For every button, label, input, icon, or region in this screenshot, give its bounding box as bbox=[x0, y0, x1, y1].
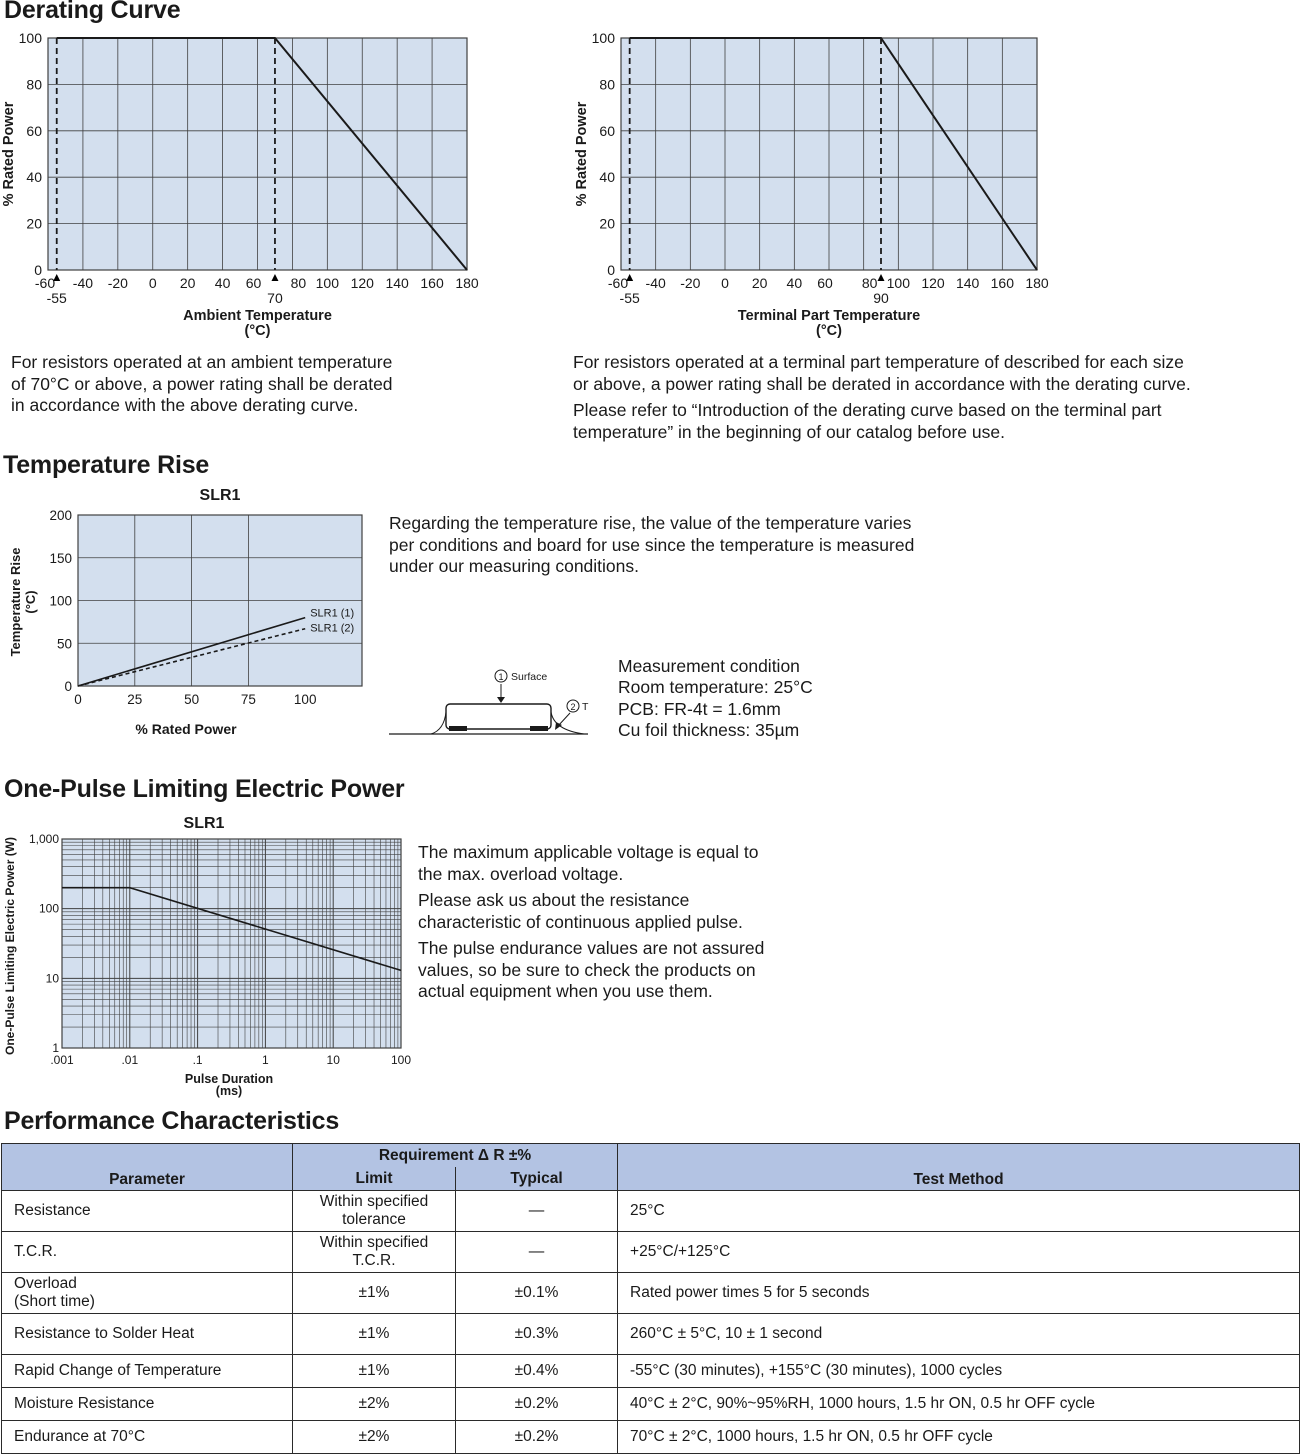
header-typical: Typical bbox=[456, 1167, 618, 1191]
marker-1-label: 1 bbox=[498, 672, 504, 682]
series-label-1: SLR1 (1) bbox=[310, 607, 355, 620]
plot-area bbox=[62, 839, 401, 1048]
y-tick-label: 1,000 bbox=[28, 832, 59, 846]
x-tick-label: 140 bbox=[385, 275, 409, 291]
marker-arrow bbox=[271, 274, 278, 281]
x-tick-label: 0 bbox=[721, 275, 729, 291]
x-tick-label: 10 bbox=[326, 1053, 340, 1067]
header-requirement: Requirement Δ R ±% bbox=[293, 1144, 618, 1168]
terminal-label: T bbox=[582, 701, 589, 713]
marker-label: -55 bbox=[619, 290, 640, 306]
marker-2-label: 2 bbox=[570, 702, 576, 712]
pulse-note-p1: The maximum applicable voltage is equal to the max. overload voltage. bbox=[418, 842, 759, 884]
test-cell: 25°C bbox=[618, 1191, 1300, 1232]
x-tick-label: 25 bbox=[127, 692, 143, 707]
y-tick-label: 40 bbox=[26, 169, 42, 186]
test-cell: -55°C (30 minutes), +155°C (30 minutes), 1000 cycles bbox=[618, 1355, 1300, 1388]
measurement-line-4: Cu foil thickness: 35µm bbox=[618, 719, 800, 740]
typical-cell: ±0.2% bbox=[456, 1388, 618, 1421]
y-tick-label: 80 bbox=[599, 76, 615, 93]
x-tick-label: -20 bbox=[107, 275, 128, 291]
derating-note-left-p1: For resistors operated at an ambient temperature of 70°C or above, a power rating shall be derated in accordance with the above derating curve. bbox=[11, 352, 393, 415]
limit-cell: ±1% bbox=[293, 1273, 456, 1314]
chart-title: SLR1 bbox=[199, 487, 241, 504]
param-cell: T.C.R. bbox=[2, 1232, 293, 1273]
x-tick-label: -40 bbox=[645, 275, 666, 291]
chart-one-pulse-svg bbox=[0, 808, 420, 1100]
y-tick-label: 150 bbox=[49, 550, 72, 566]
limit-cell: Within specified T.C.R. bbox=[293, 1232, 456, 1273]
x-axis-label: Terminal Part Temperature bbox=[737, 308, 921, 324]
temp-rise-note bbox=[389, 513, 1009, 578]
y-tick-label: 0 bbox=[34, 262, 42, 278]
x-tick-label: -60 bbox=[34, 275, 56, 291]
y-tick-label: 20 bbox=[599, 215, 615, 232]
y-tick-label: 50 bbox=[56, 636, 72, 652]
x-tick-label: 140 bbox=[955, 275, 980, 291]
x-tick-label: 180 bbox=[1025, 275, 1049, 291]
x-tick-label: 120 bbox=[350, 275, 374, 291]
limit-cell: Within specified tolerance bbox=[293, 1191, 456, 1232]
temp-rise-note-p1: Regarding the temperature rise, the value of the temperature varies per conditions and board for use since the temperature is measured under our measuring conditions. bbox=[389, 513, 915, 576]
x-tick-label: .001 bbox=[50, 1053, 74, 1067]
header-parameter: Parameter bbox=[2, 1144, 293, 1191]
x-tick-label: 20 bbox=[751, 275, 768, 291]
x-tick-label: 0 bbox=[148, 275, 157, 291]
x-axis-unit: (°C) bbox=[244, 323, 271, 339]
y-tick-label: 40 bbox=[599, 169, 615, 186]
chart-one-pulse bbox=[0, 808, 420, 1100]
derating-note-right-p2: Please refer to “Introduction of the derating curve based on the terminal part temperature” in the beginning of our catalog before use. bbox=[573, 400, 1162, 442]
header-test-method: Test Method bbox=[618, 1144, 1300, 1191]
x-axis-label: Pulse Duration bbox=[184, 1072, 274, 1086]
measurement-line-1: Measurement condition bbox=[618, 656, 800, 676]
y-tick-label: 60 bbox=[599, 122, 615, 139]
heading-temperature-rise: Temperature Rise bbox=[3, 451, 210, 479]
typical-cell: ±0.1% bbox=[456, 1273, 618, 1314]
measurement-line-2: Room temperature: 25°C bbox=[618, 677, 813, 698]
x-tick-label: -40 bbox=[72, 275, 94, 291]
chart-derating-terminal-svg bbox=[566, 28, 1066, 346]
y-tick-label: 1 bbox=[52, 1041, 59, 1055]
x-axis-unit: (ms) bbox=[215, 1084, 243, 1098]
y-axis-label: % Rated Power bbox=[574, 101, 590, 207]
y-tick-label: 0 bbox=[607, 262, 615, 278]
x-tick-label: 100 bbox=[293, 692, 317, 707]
pulse-note bbox=[418, 842, 838, 1003]
x-tick-label: .1 bbox=[192, 1053, 203, 1067]
y-tick-label: 200 bbox=[49, 508, 72, 523]
table-row bbox=[2, 1388, 1300, 1421]
x-tick-label: 100 bbox=[886, 275, 911, 291]
derating-note-right bbox=[573, 352, 1293, 443]
y-axis-label: Temperature Rise bbox=[8, 547, 23, 657]
x-tick-label: 100 bbox=[390, 1053, 412, 1067]
measurement-condition bbox=[618, 656, 813, 741]
x-tick-label: .01 bbox=[121, 1053, 139, 1067]
y-axis-label: % Rated Power bbox=[1, 101, 17, 207]
x-axis-label: Ambient Temperature bbox=[183, 308, 332, 324]
x-tick-label: 40 bbox=[214, 275, 231, 291]
limit-cell: ±1% bbox=[293, 1355, 456, 1388]
y-tick-label: 80 bbox=[26, 76, 42, 93]
y-tick-label: 0 bbox=[64, 679, 72, 694]
x-axis-label: % Rated Power bbox=[135, 721, 237, 737]
x-tick-label: 60 bbox=[817, 275, 833, 291]
table-row bbox=[2, 1314, 1300, 1355]
chart-derating-terminal bbox=[566, 28, 1066, 346]
x-tick-label: 50 bbox=[184, 692, 200, 707]
limit-cell: ±2% bbox=[293, 1421, 456, 1454]
test-cell: 70°C ± 2°C, 1000 hours, 1.5 hr ON, 0.5 hr OFF cycle bbox=[618, 1421, 1300, 1454]
x-axis-unit: (°C) bbox=[816, 323, 842, 339]
x-tick-label: 40 bbox=[786, 275, 803, 291]
heading-one-pulse: One-Pulse Limiting Electric Power bbox=[4, 775, 405, 803]
param-cell: Resistance to Solder Heat bbox=[2, 1314, 293, 1355]
x-tick-label: -20 bbox=[680, 275, 701, 291]
marker-arrow bbox=[878, 274, 885, 281]
surface-label: Surface bbox=[511, 671, 548, 683]
chart-temperature-rise-svg bbox=[0, 482, 380, 744]
x-tick-label: 160 bbox=[420, 275, 444, 291]
derating-note-right-p1: For resistors operated at a terminal part temperature of described for each size or above, a power rating shall be derated in accordance with the derating curve. bbox=[573, 352, 1191, 394]
test-cell: 40°C ± 2°C, 90%~95%RH, 1000 hours, 1.5 hr ON, 0.5 hr OFF cycle bbox=[618, 1388, 1300, 1421]
typical-cell: ±0.4% bbox=[456, 1355, 618, 1388]
pulse-note-p3: The pulse endurance values are not assured values, so be sure to check the products on actual equipment when you use them. bbox=[418, 938, 765, 1001]
typical-cell: ±0.3% bbox=[456, 1314, 618, 1355]
typical-cell: — bbox=[456, 1191, 618, 1232]
param-cell: Endurance at 70°C bbox=[2, 1421, 293, 1454]
x-tick-label: 0 bbox=[74, 692, 82, 707]
chart-title: SLR1 bbox=[183, 815, 225, 832]
y-tick-label: 100 bbox=[591, 30, 615, 46]
heading-performance: Performance Characteristics bbox=[4, 1107, 340, 1135]
derating-note-left bbox=[11, 352, 531, 417]
x-tick-label: 100 bbox=[315, 275, 340, 291]
x-tick-label: 20 bbox=[179, 275, 196, 291]
y-tick-label: 20 bbox=[26, 215, 42, 232]
x-tick-label: 80 bbox=[290, 275, 307, 291]
y-tick-label: 100 bbox=[18, 30, 42, 46]
test-cell: Rated power times 5 for 5 seconds bbox=[618, 1273, 1300, 1314]
typical-cell: — bbox=[456, 1232, 618, 1273]
marker-label: 70 bbox=[267, 290, 283, 306]
table-row bbox=[2, 1273, 1300, 1314]
table-row bbox=[2, 1421, 1300, 1454]
limit-cell: ±2% bbox=[293, 1388, 456, 1421]
param-cell: Overload (Short time) bbox=[2, 1273, 293, 1314]
performance-table bbox=[1, 1143, 1300, 1454]
x-tick-label: 160 bbox=[990, 275, 1015, 291]
marker-label: -55 bbox=[46, 290, 67, 306]
y-axis-label: One-Pulse Limiting Electric Power (W) bbox=[3, 836, 17, 1056]
chart-derating-ambient-svg bbox=[0, 28, 480, 346]
y-tick-label: 100 bbox=[38, 901, 59, 916]
table-row bbox=[2, 1191, 1300, 1232]
x-tick-label: 1 bbox=[262, 1053, 269, 1067]
measurement-diagram-svg bbox=[386, 664, 591, 742]
y-tick-label: 10 bbox=[45, 971, 59, 986]
limit-cell: ±1% bbox=[293, 1314, 456, 1355]
x-tick-label: 60 bbox=[245, 275, 262, 291]
measurement-diagram bbox=[386, 664, 591, 742]
typical-cell: ±0.2% bbox=[456, 1421, 618, 1454]
param-cell: Resistance bbox=[2, 1191, 293, 1232]
y-tick-label: 60 bbox=[26, 122, 42, 139]
table-row bbox=[2, 1232, 1300, 1273]
x-tick-label: 120 bbox=[921, 275, 945, 291]
table-row bbox=[2, 1355, 1300, 1388]
x-tick-label: 180 bbox=[455, 275, 479, 291]
param-cell: Moisture Resistance bbox=[2, 1388, 293, 1421]
chart-temperature-rise bbox=[0, 482, 380, 744]
x-tick-label: 80 bbox=[861, 275, 878, 291]
test-cell: +25°C/+125°C bbox=[618, 1232, 1300, 1273]
param-cell: Rapid Change of Temperature bbox=[2, 1355, 293, 1388]
y-tick-label: 100 bbox=[49, 593, 72, 609]
heading-derating-curve: Derating Curve bbox=[4, 0, 181, 24]
marker-label: 90 bbox=[873, 290, 889, 306]
chart-derating-ambient bbox=[0, 28, 480, 346]
x-tick-label: 75 bbox=[240, 692, 256, 707]
header-limit: Limit bbox=[293, 1167, 456, 1191]
x-tick-label: -60 bbox=[607, 275, 629, 291]
y-axis-unit: (°C) bbox=[23, 590, 38, 614]
measurement-line-3: PCB: FR-4t = 1.6mm bbox=[618, 698, 781, 719]
test-cell: 260°C ± 5°C, 10 ± 1 second bbox=[618, 1314, 1300, 1355]
pulse-note-p2: Please ask us about the resistance characteristic of continuous applied pulse. bbox=[418, 890, 743, 932]
series-label-2: SLR1 (2) bbox=[310, 622, 355, 635]
